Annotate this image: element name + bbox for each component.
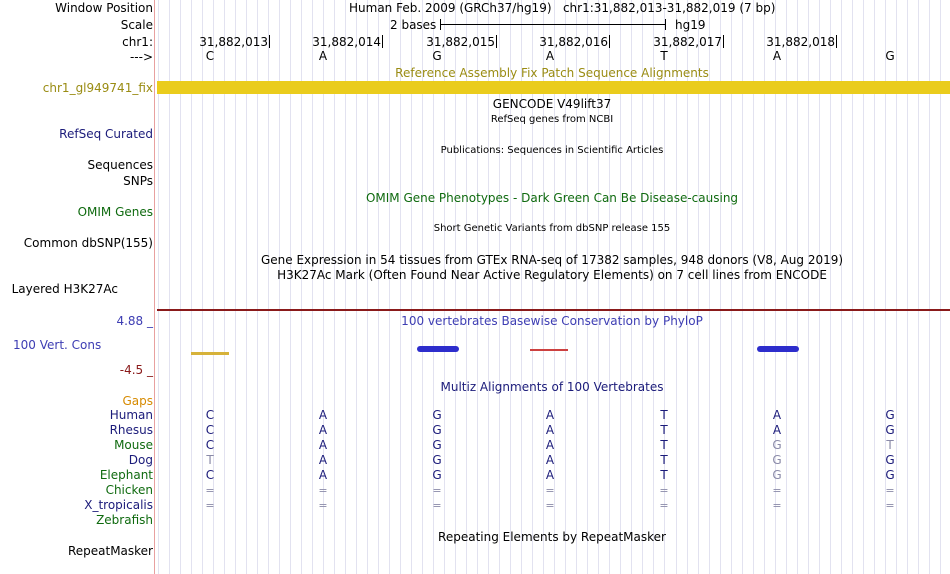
- aligned-base: =: [545, 484, 555, 497]
- species-label[interactable]: Mouse: [114, 438, 153, 452]
- conservation-min-label: -4.5 _: [119, 363, 153, 377]
- aligned-base: C: [205, 468, 215, 482]
- h3k27ac-title: H3K27Ac Mark (Often Found Near Active Regulatory Elements) on 7 cell lines from ENCODE: [277, 268, 827, 282]
- aligned-base: G: [432, 438, 442, 452]
- aligned-base: G: [885, 453, 895, 467]
- aligned-base: A: [545, 468, 555, 482]
- aligned-base: C: [205, 423, 215, 437]
- aligned-base: =: [432, 484, 442, 497]
- aligned-base: G: [432, 453, 442, 467]
- conservation-mark-base-3: [417, 346, 459, 352]
- repeatmasker-title: Repeating Elements by RepeatMasker: [438, 530, 666, 544]
- aligned-base: A: [545, 438, 555, 452]
- gencode-title: GENCODE V49lift37: [492, 97, 612, 111]
- aligned-base: =: [885, 499, 895, 512]
- aligned-base: A: [318, 408, 328, 422]
- omim-side-label[interactable]: OMIM Genes: [77, 205, 153, 219]
- dbsnp-side-label[interactable]: Common dbSNP(155): [23, 236, 153, 250]
- aligned-base: =: [432, 499, 442, 512]
- species-label[interactable]: Rhesus: [109, 423, 153, 437]
- publications-title: Publications: Sequences in Scientific Articles: [440, 145, 664, 156]
- coordinate-tick-label: 31,882,013: [199, 35, 268, 49]
- aligned-base: =: [885, 484, 895, 497]
- aligned-base: G: [885, 423, 895, 437]
- conservation-title: 100 vertebrates Basewise Conservation by PhyloP: [401, 314, 703, 328]
- conservation-side-label[interactable]: 100 Vert. Cons: [13, 338, 102, 352]
- reference-base: A: [318, 49, 328, 63]
- conservation-mark-base-4: [530, 349, 568, 351]
- aligned-base: T: [660, 468, 668, 482]
- coordinate-tick: [723, 35, 724, 48]
- aligned-base: A: [545, 453, 555, 467]
- reference-base: T: [660, 49, 668, 63]
- conservation-max-label: 4.88 _: [116, 314, 153, 328]
- aligned-base: =: [659, 484, 669, 497]
- aligned-base: A: [318, 423, 328, 437]
- strand-label: --->: [129, 50, 153, 64]
- scale-bar-right-tick: [665, 19, 666, 30]
- scale-db: hg19: [675, 18, 706, 32]
- conservation-mark-base-6: [757, 346, 799, 352]
- aligned-base: A: [545, 423, 555, 437]
- conservation-top-line: [157, 309, 950, 311]
- aligned-base: G: [885, 468, 895, 482]
- coordinate-tick-label: 31,882,014: [312, 35, 381, 49]
- aligned-base: G: [432, 423, 442, 437]
- aligned-base: T: [886, 438, 894, 452]
- publications-side-label-snps[interactable]: SNPs: [123, 174, 153, 188]
- species-label[interactable]: Elephant: [99, 468, 153, 482]
- coordinate-tick-label: 31,882,016: [539, 35, 608, 49]
- multiz-gaps-label[interactable]: Gaps: [122, 394, 153, 408]
- aligned-base: G: [885, 408, 895, 422]
- species-label[interactable]: Human: [109, 408, 153, 422]
- h3k27ac-side-label[interactable]: Layered H3K27Ac: [11, 282, 118, 296]
- aligned-base: G: [772, 468, 782, 482]
- aligned-base: A: [318, 468, 328, 482]
- aligned-base: =: [659, 499, 669, 512]
- coordinate-tick: [269, 35, 270, 48]
- window-position-label: Window Position: [55, 1, 153, 15]
- aligned-base: =: [318, 499, 328, 512]
- aligned-base: G: [772, 438, 782, 452]
- aligned-base: T: [206, 453, 214, 467]
- aligned-base: C: [205, 438, 215, 452]
- aligned-base: =: [205, 484, 215, 497]
- coordinate-tick-label: 31,882,018: [766, 35, 835, 49]
- aligned-base: =: [545, 499, 555, 512]
- reference-base: A: [772, 49, 782, 63]
- coordinate-tick: [836, 35, 837, 48]
- publications-side-label-sequences[interactable]: Sequences: [87, 158, 153, 172]
- coordinate-tick-label: 31,882,017: [653, 35, 722, 49]
- omim-title: OMIM Gene Phenotypes - Dark Green Can Be Disease-causing: [365, 191, 739, 205]
- aligned-base: T: [660, 438, 668, 452]
- reference-base: G: [885, 49, 895, 63]
- aligned-base: =: [318, 484, 328, 497]
- reference-base: G: [432, 49, 442, 63]
- aligned-base: =: [772, 499, 782, 512]
- aligned-base: T: [660, 453, 668, 467]
- repeatmasker-side-label[interactable]: RepeatMasker: [67, 544, 153, 558]
- label-divider: [154, 0, 155, 574]
- aligned-base: A: [772, 408, 782, 422]
- aligned-base: =: [772, 484, 782, 497]
- aligned-base: G: [772, 453, 782, 467]
- reference-base: A: [545, 49, 555, 63]
- aligned-base: A: [318, 438, 328, 452]
- refseq-title: RefSeq genes from NCBI: [490, 114, 614, 125]
- scale-text: 2 bases: [390, 18, 437, 32]
- species-label[interactable]: Chicken: [105, 483, 153, 497]
- coordinate-tick: [609, 35, 610, 48]
- species-label[interactable]: Zebrafish: [96, 513, 153, 527]
- conservation-mark-base-1: [191, 352, 229, 355]
- scale-bar: [440, 24, 666, 25]
- gtex-title: Gene Expression in 54 tissues from GTEx RNA-seq of 17382 samples, 948 donors (V8, Aug 2019): [260, 253, 844, 267]
- aligned-base: A: [772, 423, 782, 437]
- scale-label: Scale: [120, 18, 153, 32]
- fix-patch-title: Reference Assembly Fix Patch Sequence Alignments: [395, 66, 709, 80]
- coordinate-tick: [496, 35, 497, 48]
- dbsnp-title: Short Genetic Variants from dbSNP release 155: [433, 223, 671, 234]
- assembly-title: Human Feb. 2009 (GRCh37/hg19) chr1:31,882,013-31,882,019 (7 bp): [349, 1, 776, 15]
- aligned-base: G: [432, 408, 442, 422]
- aligned-base: C: [205, 408, 215, 422]
- species-label[interactable]: X_tropicalis: [84, 498, 153, 512]
- refseq-side-label[interactable]: RefSeq Curated: [59, 127, 153, 141]
- coordinate-tick: [382, 35, 383, 48]
- coordinate-tick-label: 31,882,015: [426, 35, 495, 49]
- fix-patch-alignment-bar[interactable]: [157, 81, 950, 94]
- reference-base: C: [205, 49, 215, 63]
- multiz-title: Multiz Alignments of 100 Vertebrates: [440, 380, 664, 394]
- species-label[interactable]: Dog: [128, 453, 153, 467]
- aligned-base: T: [660, 408, 668, 422]
- scale-bar-left-tick: [440, 19, 441, 30]
- fix-patch-side-label[interactable]: chr1_gl949741_fix: [42, 81, 153, 95]
- aligned-base: T: [660, 423, 668, 437]
- aligned-base: G: [432, 468, 442, 482]
- aligned-base: A: [318, 453, 328, 467]
- aligned-base: =: [205, 499, 215, 512]
- chrom-label: chr1:: [122, 35, 153, 49]
- aligned-base: A: [545, 408, 555, 422]
